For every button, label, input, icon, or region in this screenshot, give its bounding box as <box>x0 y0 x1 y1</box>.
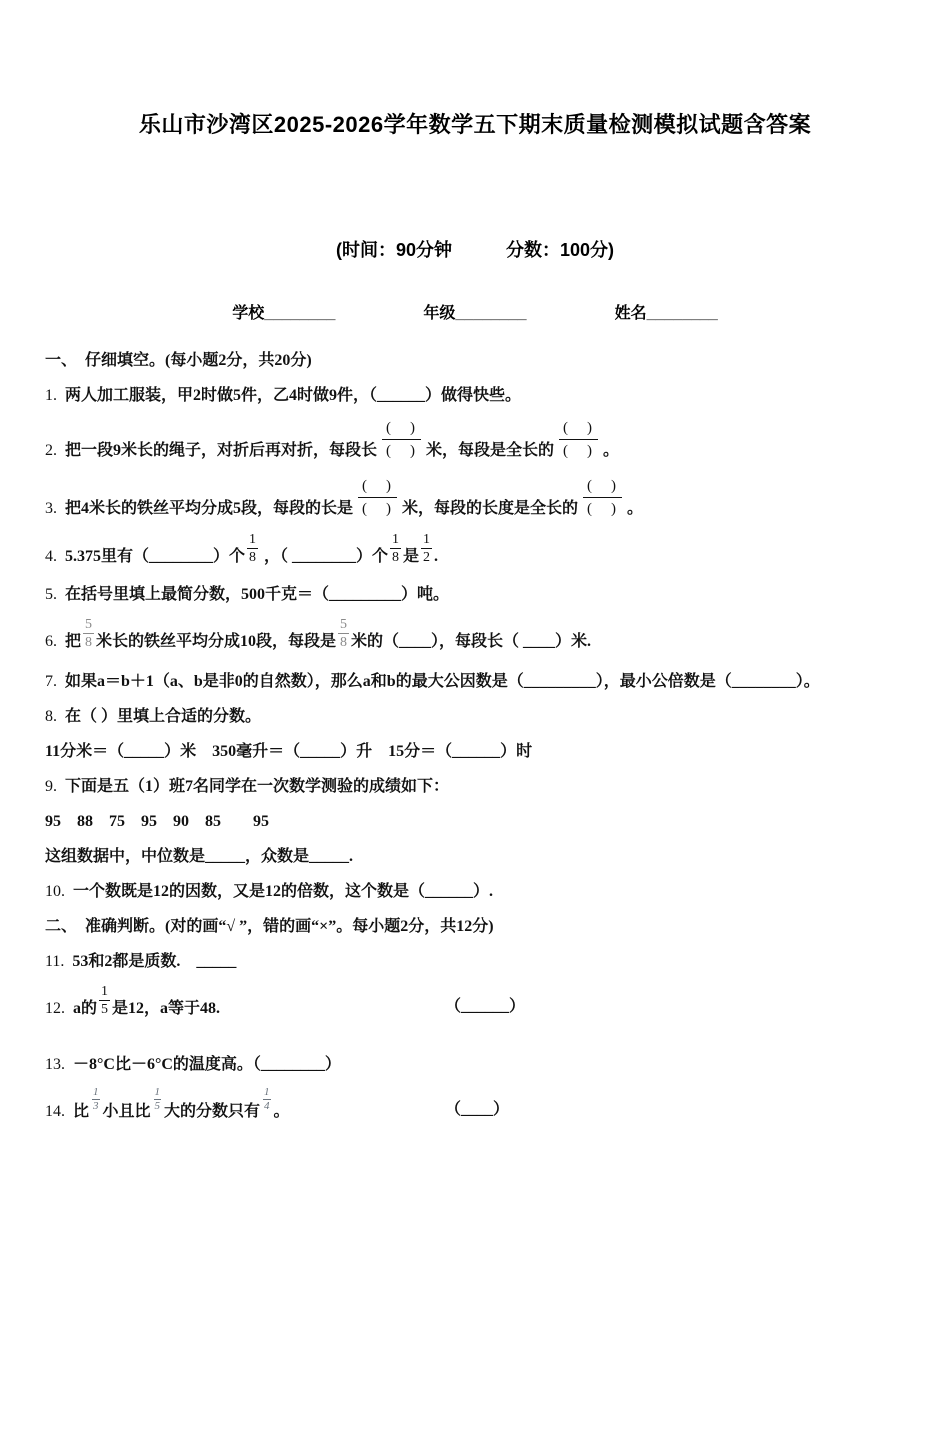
question-content <box>65 387 521 404</box>
fraction-denominator: 8 <box>85 635 93 650</box>
fraction-denominator: 8 <box>249 550 257 565</box>
question-number: 3. <box>45 500 57 517</box>
fraction-denominator: 8 <box>392 550 400 565</box>
fraction-denominator: ( ) <box>362 501 394 517</box>
question-row <box>45 774 905 800</box>
question-number: 9. <box>45 778 57 795</box>
paren-fraction-blank <box>358 476 397 519</box>
question-content <box>85 918 494 935</box>
small-fraction <box>263 1087 271 1112</box>
fraction-numerator: 1 <box>249 532 257 547</box>
fraction-denominator: 5 <box>154 1100 161 1112</box>
question-content <box>65 778 449 795</box>
question-number: 13. <box>45 1056 65 1073</box>
question-row <box>45 532 905 570</box>
fraction-numerator: ( ) <box>358 476 397 498</box>
question-text: 米的（____），每段长（ ____）米. <box>351 633 592 650</box>
question-text: 5.375里有（________）个 <box>65 548 246 565</box>
question-content <box>73 883 493 900</box>
exam-paper <box>0 110 950 1454</box>
fraction-numerator: 1 <box>101 984 109 999</box>
question-content <box>85 352 312 369</box>
question-text: 。 <box>627 500 644 517</box>
question-content <box>73 1056 341 1073</box>
fraction-numerator: 1 <box>93 1086 99 1098</box>
question-text: 把4米长的铁丝平均分成5段，每段的长是 <box>65 500 354 517</box>
question-text: 把一段9米长的绳子，对折后再对折，每段长 <box>65 442 378 459</box>
question-row <box>45 418 905 464</box>
question-text: 这组数据中，中位数是_____，众数是_____. <box>45 848 354 865</box>
question-row <box>45 476 905 522</box>
question-text: 米，每段的长度是全长的 <box>402 500 579 517</box>
question-text: 大的分数只有 <box>164 1103 261 1120</box>
fraction-denominator: 4 <box>264 1100 270 1112</box>
question-row <box>45 809 905 835</box>
fraction-denominator: ( ) <box>587 501 619 517</box>
question-number: 6. <box>45 633 57 650</box>
question-text: 下面是五（1）班7名同学在一次数学测验的成绩如下： <box>65 778 450 795</box>
student-fields <box>45 302 905 326</box>
fraction-denominator: 8 <box>340 635 348 650</box>
question-row <box>45 1052 905 1078</box>
question-content <box>65 478 644 517</box>
question-content <box>65 532 439 565</box>
small-fraction <box>154 1087 162 1112</box>
question-text: 如果a＝b＋1（a、b是非0的自然数），那么a和b的最大公因数是（_________），最小公倍数是（________）。 <box>65 673 820 690</box>
page-title: 乐山市沙湾区2025-2026学年数学五下期末质量检测模拟试题含答案 <box>138 112 812 137</box>
paren-fraction-blank <box>559 418 598 461</box>
question-content <box>45 813 269 830</box>
fraction-numerator: 1 <box>154 1086 161 1098</box>
question-number: 1. <box>45 387 57 404</box>
question-text: 。 <box>603 442 620 459</box>
question-number: 11. <box>45 953 65 970</box>
question-text: 一个数既是12的因数，又是12的倍数，这个数是（______）. <box>73 883 494 900</box>
fraction-numerator: 5 <box>85 617 93 632</box>
exam-meta <box>45 238 905 262</box>
fraction <box>99 984 110 1017</box>
fraction <box>390 532 401 565</box>
question-list <box>45 348 905 1125</box>
question-row <box>45 844 905 870</box>
question-row <box>45 669 905 695</box>
exam-time: (时间：90分钟 <box>335 240 452 260</box>
question-text: 两人加工服装，甲2时做5件，乙4时做9件，（______）做得快些。 <box>65 387 522 404</box>
fraction <box>338 617 349 650</box>
name-field: 姓名________ <box>614 305 718 322</box>
question-number: 8. <box>45 708 57 725</box>
answer-blank: （____） <box>445 1101 510 1118</box>
question-text: 把 <box>65 633 82 650</box>
question-text: 是12，a等于48. <box>112 1000 221 1017</box>
grade-field: 年级________ <box>423 305 527 322</box>
question-text: 95 88 75 95 90 85 95 <box>45 813 270 830</box>
fraction-numerator: ( ) <box>382 418 421 440</box>
fraction-denominator: 2 <box>423 550 431 565</box>
question-text: 准确判断。(对的画“√ ”，错的画“×”。每小题2分，共12分) <box>85 918 494 935</box>
fraction <box>421 532 432 565</box>
question-content <box>65 617 592 650</box>
fraction-denominator: ( ) <box>563 443 595 459</box>
section-header <box>45 348 905 374</box>
fraction <box>83 617 94 650</box>
question-content <box>65 586 449 603</box>
fraction <box>247 532 258 565</box>
question-text: . <box>434 548 439 565</box>
question-text: 。 <box>273 1103 290 1120</box>
fraction-numerator: 5 <box>340 617 348 632</box>
question-row <box>45 879 905 905</box>
fraction-numerator: 1 <box>423 532 431 547</box>
question-content <box>45 848 353 865</box>
question-text: 比 <box>73 1103 90 1120</box>
small-fraction <box>92 1087 100 1112</box>
fraction-numerator: 1 <box>392 532 400 547</box>
fraction-numerator: ( ) <box>559 418 598 440</box>
answer-blank: （______） <box>445 998 526 1015</box>
fraction-numerator: 1 <box>264 1086 270 1098</box>
question-number: 4. <box>45 548 57 565</box>
exam-score: 分数：100分) <box>505 240 615 260</box>
question-row <box>45 383 905 409</box>
question-number: 2. <box>45 442 57 459</box>
question-text: ，（ ________）个 <box>260 548 389 565</box>
question-row <box>45 617 905 655</box>
question-row <box>45 1087 905 1125</box>
question-row <box>45 739 905 765</box>
question-text: 在（ ）里填上合适的分数。 <box>65 708 262 725</box>
question-number: 14. <box>45 1103 65 1120</box>
question-text: 53和2都是质数. _____ <box>72 953 237 970</box>
question-number: 5. <box>45 586 57 603</box>
question-number: 7. <box>45 673 57 690</box>
question-text: 11分米＝（_____）米 350毫升＝（_____）升 15分＝（______）时 <box>45 743 533 760</box>
question-text: －8°C比－6°C的温度高。（________） <box>73 1056 341 1073</box>
paren-fraction-blank <box>382 418 421 461</box>
section-header <box>45 914 905 940</box>
question-text: 在括号里填上最简分数，500千克＝（_________）吨。 <box>65 586 450 603</box>
question-content <box>73 984 526 1017</box>
fraction-denominator: ( ) <box>386 443 418 459</box>
question-content <box>65 420 620 459</box>
question-text: 是 <box>403 548 420 565</box>
question-row <box>45 582 905 608</box>
paren-fraction-blank <box>583 476 622 519</box>
question-text: 米，每段是全长的 <box>426 442 555 459</box>
fraction-denominator: 3 <box>93 1100 99 1112</box>
question-content <box>45 743 532 760</box>
question-number: 12. <box>45 1000 65 1017</box>
question-content <box>65 673 820 690</box>
question-text: 小且比 <box>102 1103 151 1120</box>
question-content <box>73 1086 510 1120</box>
question-row <box>45 984 905 1022</box>
question-row <box>45 704 905 730</box>
question-row <box>45 949 905 975</box>
question-number: 一、 <box>45 352 78 369</box>
question-text: 仔细填空。(每小题2分，共20分) <box>85 352 312 369</box>
fraction-denominator: 5 <box>101 1002 109 1017</box>
question-text: 米长的铁丝平均分成10段，每段是 <box>96 633 337 650</box>
question-number: 10. <box>45 883 65 900</box>
school-field: 学校________ <box>232 305 336 322</box>
question-content <box>72 953 236 970</box>
question-content <box>65 708 261 725</box>
fraction-numerator: ( ) <box>583 476 622 498</box>
question-number: 二、 <box>45 918 78 935</box>
question-text: a的 <box>73 1000 98 1017</box>
